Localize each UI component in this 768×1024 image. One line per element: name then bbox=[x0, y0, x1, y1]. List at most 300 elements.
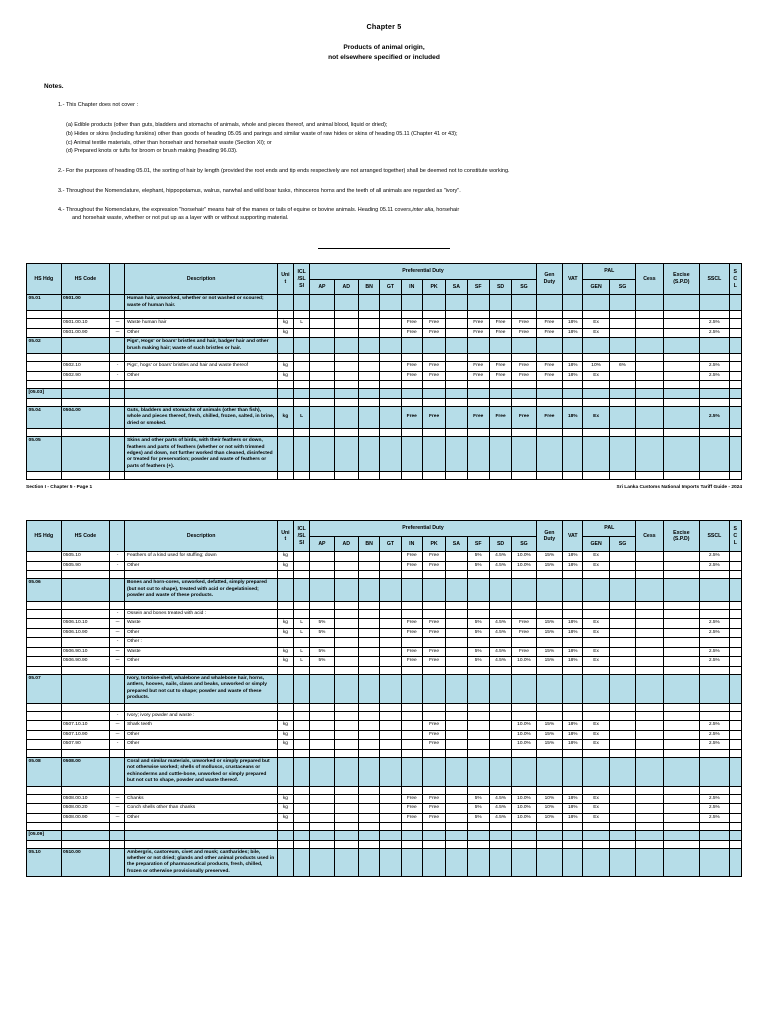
cell-sscl: 2.5% bbox=[700, 740, 729, 750]
cell-vat: 18% bbox=[563, 657, 583, 667]
cell-dash-marker: --- bbox=[110, 721, 125, 731]
col-pref-ad: AD bbox=[334, 536, 358, 552]
col-pal-gen: GEN bbox=[583, 279, 609, 295]
cell-pk: Free bbox=[422, 561, 445, 571]
spacer-cell bbox=[467, 381, 489, 389]
tariff-detail-row[interactable] bbox=[27, 657, 742, 667]
cell-dash-marker: --- bbox=[110, 657, 125, 667]
cell-scl bbox=[729, 628, 741, 638]
cell-scl bbox=[729, 647, 741, 657]
cell-sg bbox=[512, 437, 537, 472]
cell-pal-sg bbox=[609, 295, 635, 311]
cell-cess bbox=[636, 647, 663, 657]
cell-in: Free bbox=[401, 647, 422, 657]
spacer-cell bbox=[583, 311, 609, 319]
cell-unit bbox=[277, 609, 293, 619]
col-hs-code: HS Code bbox=[61, 264, 110, 295]
spacer-cell bbox=[512, 823, 537, 831]
tariff-heading-row[interactable] bbox=[27, 338, 742, 354]
spacer-cell bbox=[358, 786, 379, 794]
cell-unit bbox=[277, 638, 293, 648]
note-4 bbox=[44, 206, 742, 223]
spacer-cell bbox=[563, 823, 583, 831]
cell-description: Pigs', hogs' or boars' bristles and hair and waste thereof bbox=[125, 362, 277, 372]
cell-vat: 18% bbox=[563, 647, 583, 657]
spacer-cell bbox=[294, 429, 310, 437]
cell-ap bbox=[310, 561, 334, 571]
cell-scl bbox=[729, 552, 741, 562]
cell-ad bbox=[334, 804, 358, 814]
spacer-cell bbox=[563, 571, 583, 579]
cell-sg: 10.0% bbox=[512, 552, 537, 562]
cell-icl-sl-si bbox=[294, 579, 310, 601]
cell-bn bbox=[358, 295, 379, 311]
cell-hs-code bbox=[61, 579, 110, 601]
spacer-cell bbox=[61, 472, 110, 480]
cell-pal-sg bbox=[609, 638, 635, 648]
tariff-heading-row[interactable] bbox=[27, 674, 742, 703]
cell-sscl bbox=[700, 848, 729, 877]
cell-pk: Free bbox=[422, 804, 445, 814]
cell-sscl bbox=[700, 437, 729, 472]
spacer-cell bbox=[401, 786, 422, 794]
cell-ad bbox=[334, 674, 358, 703]
cell-pal-sg bbox=[609, 831, 635, 840]
cell-sd: 4.5% bbox=[489, 619, 511, 629]
cell-sg: Free bbox=[512, 406, 537, 428]
cell-sd bbox=[489, 831, 511, 840]
cell-description: Feathers of a kind used for stuffing; down bbox=[125, 552, 277, 562]
tariff-heading-row[interactable] bbox=[27, 831, 742, 840]
spacer-cell bbox=[61, 840, 110, 848]
cell-gen-duty: 15% bbox=[536, 561, 562, 571]
spacer-cell bbox=[110, 571, 125, 579]
spacer-cell bbox=[700, 398, 729, 406]
cell-dash-marker: --- bbox=[110, 730, 125, 740]
spacer-cell bbox=[380, 354, 401, 362]
spacer-cell bbox=[277, 666, 293, 674]
cell-gen-duty bbox=[536, 638, 562, 648]
cell-sg bbox=[512, 389, 537, 398]
spacer-cell bbox=[380, 429, 401, 437]
spacer-cell bbox=[27, 571, 62, 579]
cell-ap bbox=[310, 579, 334, 601]
cell-bn bbox=[358, 657, 379, 667]
spacer-cell bbox=[125, 429, 277, 437]
tariff-detail-row[interactable] bbox=[27, 328, 742, 338]
tariff-heading-row[interactable] bbox=[27, 295, 742, 311]
cell-sa bbox=[446, 338, 467, 354]
spacer-cell bbox=[334, 571, 358, 579]
tariff-heading-row[interactable] bbox=[27, 579, 742, 601]
cell-in bbox=[401, 295, 422, 311]
footer-left: Section I - Chapter 5 - Page 1 bbox=[26, 485, 93, 491]
spacer-cell bbox=[536, 666, 562, 674]
spacer-cell bbox=[536, 840, 562, 848]
tariff-detail-row[interactable] bbox=[27, 628, 742, 638]
cell-gt bbox=[380, 813, 401, 823]
tariff-detail-row[interactable] bbox=[27, 638, 742, 648]
cell-pal-gen: Ex bbox=[583, 319, 609, 329]
spacer-cell bbox=[294, 571, 310, 579]
spacer-cell bbox=[446, 354, 467, 362]
spacer-cell bbox=[310, 601, 334, 609]
spacer-cell bbox=[700, 571, 729, 579]
table-spacer-row bbox=[27, 840, 742, 848]
cell-pal-sg bbox=[609, 730, 635, 740]
cell-bn bbox=[358, 730, 379, 740]
cell-in: Free bbox=[401, 406, 422, 428]
spacer-cell bbox=[277, 381, 293, 389]
tariff-detail-row[interactable] bbox=[27, 730, 742, 740]
cell-hs-hdg bbox=[27, 730, 62, 740]
spacer-cell bbox=[358, 840, 379, 848]
cell-hs-hdg bbox=[27, 740, 62, 750]
cell-hs-code bbox=[61, 674, 110, 703]
cell-gt bbox=[380, 794, 401, 804]
cell-sa bbox=[446, 389, 467, 398]
chapter-subtitle-line-2: not elsewhere specified or included bbox=[328, 54, 440, 62]
cell-sd: 4.5% bbox=[489, 647, 511, 657]
spacer-cell bbox=[334, 472, 358, 480]
cell-in: Free bbox=[401, 552, 422, 562]
cell-scl bbox=[729, 740, 741, 750]
cell-dash-marker: - bbox=[110, 740, 125, 750]
spacer-cell bbox=[512, 429, 537, 437]
cell-gt bbox=[380, 721, 401, 731]
spacer-cell bbox=[294, 311, 310, 319]
tariff-detail-row[interactable] bbox=[27, 362, 742, 372]
spacer-cell bbox=[467, 472, 489, 480]
cell-hs-hdg: [05.09] bbox=[27, 831, 62, 840]
spacer-cell bbox=[609, 823, 635, 831]
cell-pal-gen: Ex bbox=[583, 628, 609, 638]
spacer-cell bbox=[125, 398, 277, 406]
cell-hs-code: 0501.00 bbox=[61, 295, 110, 311]
cell-sg: 10.0% bbox=[512, 794, 537, 804]
cell-dash-marker: --- bbox=[110, 813, 125, 823]
spacer-cell bbox=[729, 354, 741, 362]
col-pref-pk: PK bbox=[422, 279, 445, 295]
col-preferential-duty: Preferential Duty bbox=[310, 264, 536, 280]
cell-cess bbox=[636, 813, 663, 823]
tariff-detail-row[interactable] bbox=[27, 721, 742, 731]
cell-ad bbox=[334, 561, 358, 571]
cell-sscl: 2.5% bbox=[700, 647, 729, 657]
spacer-cell bbox=[467, 311, 489, 319]
cell-icl-sl-si bbox=[294, 609, 310, 619]
tariff-detail-row[interactable] bbox=[27, 561, 742, 571]
cell-unit: kg bbox=[277, 328, 293, 338]
cell-sf: 5% bbox=[467, 804, 489, 814]
cell-pal-gen: Ex bbox=[583, 647, 609, 657]
spacer-cell bbox=[422, 381, 445, 389]
cell-bn bbox=[358, 389, 379, 398]
cell-scl bbox=[729, 638, 741, 648]
cell-gen-duty: 15% bbox=[536, 647, 562, 657]
cell-sd bbox=[489, 338, 511, 354]
col-sscl: SSCL bbox=[700, 521, 729, 552]
spacer-cell bbox=[61, 429, 110, 437]
table-body-page-2 bbox=[27, 552, 742, 877]
cell-scl bbox=[729, 406, 741, 428]
spacer-cell bbox=[27, 823, 62, 831]
spacer-cell bbox=[467, 703, 489, 711]
cell-hs-hdg bbox=[27, 657, 62, 667]
spacer-cell bbox=[27, 749, 62, 757]
cell-sd bbox=[489, 721, 511, 731]
cell-ad bbox=[334, 794, 358, 804]
col-pref-sa: SA bbox=[446, 536, 467, 552]
cell-hs-code bbox=[61, 638, 110, 648]
cell-ad bbox=[334, 757, 358, 786]
cell-gt bbox=[380, 848, 401, 877]
cell-ad bbox=[334, 389, 358, 398]
cell-sg bbox=[512, 638, 537, 648]
cell-gen-duty: 10% bbox=[536, 813, 562, 823]
cell-scl bbox=[729, 561, 741, 571]
tariff-detail-row[interactable] bbox=[27, 711, 742, 721]
tariff-heading-row[interactable] bbox=[27, 406, 742, 428]
spacer-cell bbox=[358, 311, 379, 319]
notes-label: Notes. bbox=[44, 83, 64, 91]
cell-pk: Free bbox=[422, 813, 445, 823]
cell-sg: Free bbox=[512, 628, 537, 638]
cell-vat bbox=[563, 848, 583, 877]
spacer-cell bbox=[358, 429, 379, 437]
cell-sg: Free bbox=[512, 362, 537, 372]
spacer-cell bbox=[310, 666, 334, 674]
cell-hs-hdg bbox=[27, 794, 62, 804]
spacer-cell bbox=[401, 823, 422, 831]
cell-gen-duty: Free bbox=[536, 406, 562, 428]
cell-sf bbox=[467, 389, 489, 398]
cell-sg bbox=[512, 711, 537, 721]
tariff-detail-row[interactable] bbox=[27, 371, 742, 381]
tariff-detail-row[interactable] bbox=[27, 740, 742, 750]
spacer-cell bbox=[663, 749, 700, 757]
spacer-cell bbox=[110, 786, 125, 794]
spacer-cell bbox=[536, 571, 562, 579]
cell-cess bbox=[636, 371, 663, 381]
cell-dash-marker: - bbox=[110, 552, 125, 562]
tariff-detail-row[interactable] bbox=[27, 609, 742, 619]
cell-sg bbox=[512, 757, 537, 786]
cell-scl bbox=[729, 371, 741, 381]
cell-description: Chanks bbox=[125, 794, 277, 804]
cell-in bbox=[401, 389, 422, 398]
cell-scl bbox=[729, 831, 741, 840]
cell-sscl bbox=[700, 711, 729, 721]
cell-icl-sl-si bbox=[294, 831, 310, 840]
cell-gt bbox=[380, 561, 401, 571]
cell-hs-hdg: 05.01 bbox=[27, 295, 62, 311]
tariff-detail-row[interactable] bbox=[27, 813, 742, 823]
cell-in bbox=[401, 730, 422, 740]
cell-sa bbox=[446, 628, 467, 638]
tariff-heading-row[interactable] bbox=[27, 389, 742, 398]
spacer-cell bbox=[563, 703, 583, 711]
cell-sd bbox=[489, 389, 511, 398]
cell-sf: 5% bbox=[467, 628, 489, 638]
cell-pal-gen: 10% bbox=[583, 362, 609, 372]
cell-excise bbox=[663, 437, 700, 472]
spacer-cell bbox=[609, 749, 635, 757]
cell-icl-sl-si bbox=[294, 362, 310, 372]
cell-sa bbox=[446, 721, 467, 731]
cell-gen-duty bbox=[536, 848, 562, 877]
cell-sd bbox=[489, 711, 511, 721]
cell-gt bbox=[380, 362, 401, 372]
spacer-cell bbox=[277, 703, 293, 711]
cell-cess bbox=[636, 338, 663, 354]
cell-sscl bbox=[700, 674, 729, 703]
cell-sg bbox=[512, 831, 537, 840]
cell-dash-marker bbox=[110, 848, 125, 877]
cell-vat bbox=[563, 831, 583, 840]
cell-pk: Free bbox=[422, 740, 445, 750]
cell-excise bbox=[663, 338, 700, 354]
cell-ap bbox=[310, 552, 334, 562]
spacer-cell bbox=[536, 823, 562, 831]
note-4-inter-alia: inter alia bbox=[412, 206, 434, 213]
col-gen-duty: Gen Duty bbox=[536, 521, 562, 552]
spacer-cell bbox=[609, 703, 635, 711]
cell-excise bbox=[663, 561, 700, 571]
spacer-cell bbox=[583, 381, 609, 389]
cell-description bbox=[125, 389, 277, 398]
cell-sscl: 2.5% bbox=[700, 813, 729, 823]
tariff-heading-row[interactable] bbox=[27, 848, 742, 877]
cell-hs-code: 0505.10 bbox=[61, 552, 110, 562]
cell-sg bbox=[512, 609, 537, 619]
tariff-detail-row[interactable] bbox=[27, 619, 742, 629]
tariff-page-2 bbox=[0, 520, 768, 877]
cell-sa bbox=[446, 813, 467, 823]
cell-dash-marker bbox=[110, 338, 125, 354]
spacer-cell bbox=[563, 354, 583, 362]
cell-cess bbox=[636, 638, 663, 648]
cell-hs-code: 0507.10.10 bbox=[61, 721, 110, 731]
cell-sscl: 2.5% bbox=[700, 362, 729, 372]
cell-gen-duty: 10% bbox=[536, 804, 562, 814]
cell-excise bbox=[663, 794, 700, 804]
tariff-detail-row[interactable] bbox=[27, 804, 742, 814]
section-divider bbox=[0, 236, 768, 254]
spacer-cell bbox=[446, 666, 467, 674]
cell-in: Free bbox=[401, 628, 422, 638]
spacer-cell bbox=[446, 823, 467, 831]
spacer-cell bbox=[609, 472, 635, 480]
cell-scl bbox=[729, 757, 741, 786]
cell-gen-duty: 15% bbox=[536, 730, 562, 740]
spacer-cell bbox=[636, 354, 663, 362]
spacer-cell bbox=[446, 311, 467, 319]
spacer-cell bbox=[334, 666, 358, 674]
cell-hs-hdg bbox=[27, 647, 62, 657]
cell-sf bbox=[467, 730, 489, 740]
spacer-cell bbox=[489, 472, 511, 480]
cell-hs-code: 0508.00.10 bbox=[61, 794, 110, 804]
col-pref-sd: SD bbox=[489, 536, 511, 552]
cell-dash-marker: --- bbox=[110, 619, 125, 629]
cell-description: Other : bbox=[125, 638, 277, 648]
cell-pk bbox=[422, 711, 445, 721]
cell-description: Ossein and bones treated with acid : bbox=[125, 609, 277, 619]
spacer-cell bbox=[422, 703, 445, 711]
spacer-cell bbox=[27, 311, 62, 319]
spacer-cell bbox=[609, 354, 635, 362]
cell-dash-marker bbox=[110, 437, 125, 472]
cell-icl-sl-si bbox=[294, 328, 310, 338]
tariff-heading-row[interactable] bbox=[27, 757, 742, 786]
cell-sscl bbox=[700, 757, 729, 786]
spacer-cell bbox=[663, 601, 700, 609]
cell-sf: Free bbox=[467, 371, 489, 381]
cell-ap: 5% bbox=[310, 657, 334, 667]
cell-in: Free bbox=[401, 794, 422, 804]
col-pref-in: IN bbox=[401, 279, 422, 295]
tariff-detail-row[interactable] bbox=[27, 319, 742, 329]
cell-sf bbox=[467, 674, 489, 703]
cell-hs-code bbox=[61, 609, 110, 619]
cell-unit bbox=[277, 848, 293, 877]
spacer-cell bbox=[110, 840, 125, 848]
tariff-heading-row[interactable] bbox=[27, 437, 742, 472]
spacer-cell bbox=[125, 749, 277, 757]
cell-ad bbox=[334, 619, 358, 629]
spacer-cell bbox=[310, 472, 334, 480]
spacer-cell bbox=[310, 398, 334, 406]
spacer-cell bbox=[700, 786, 729, 794]
col-pref-sg: SG bbox=[512, 279, 537, 295]
spacer-cell bbox=[729, 571, 741, 579]
cell-hs-hdg: 05.05 bbox=[27, 437, 62, 472]
spacer-cell bbox=[563, 429, 583, 437]
cell-excise bbox=[663, 674, 700, 703]
cell-pk bbox=[422, 831, 445, 840]
tariff-detail-row[interactable] bbox=[27, 552, 742, 562]
cell-sg: 10.0% bbox=[512, 740, 537, 750]
spacer-cell bbox=[27, 381, 62, 389]
cell-pal-sg bbox=[609, 674, 635, 703]
spacer-cell bbox=[401, 311, 422, 319]
cell-excise bbox=[663, 657, 700, 667]
cell-pk: Free bbox=[422, 619, 445, 629]
cell-cess bbox=[636, 804, 663, 814]
spacer-cell bbox=[334, 786, 358, 794]
cell-sf bbox=[467, 579, 489, 601]
cell-sd: 4.5% bbox=[489, 794, 511, 804]
tariff-detail-row[interactable] bbox=[27, 647, 742, 657]
tariff-detail-row[interactable] bbox=[27, 794, 742, 804]
col-pal-sg: SG bbox=[609, 536, 635, 552]
cell-gen-duty: 15% bbox=[536, 740, 562, 750]
cell-gen-duty: 10% bbox=[536, 794, 562, 804]
cell-scl bbox=[729, 362, 741, 372]
spacer-cell bbox=[277, 429, 293, 437]
cell-dash-marker: --- bbox=[110, 628, 125, 638]
cell-sscl bbox=[700, 295, 729, 311]
cell-gen-duty bbox=[536, 579, 562, 601]
cell-bn bbox=[358, 579, 379, 601]
cell-pal-sg bbox=[609, 794, 635, 804]
cell-excise bbox=[663, 389, 700, 398]
cell-icl-sl-si bbox=[294, 848, 310, 877]
spacer-cell bbox=[125, 601, 277, 609]
spacer-cell bbox=[422, 823, 445, 831]
cell-dash-marker: - bbox=[110, 561, 125, 571]
